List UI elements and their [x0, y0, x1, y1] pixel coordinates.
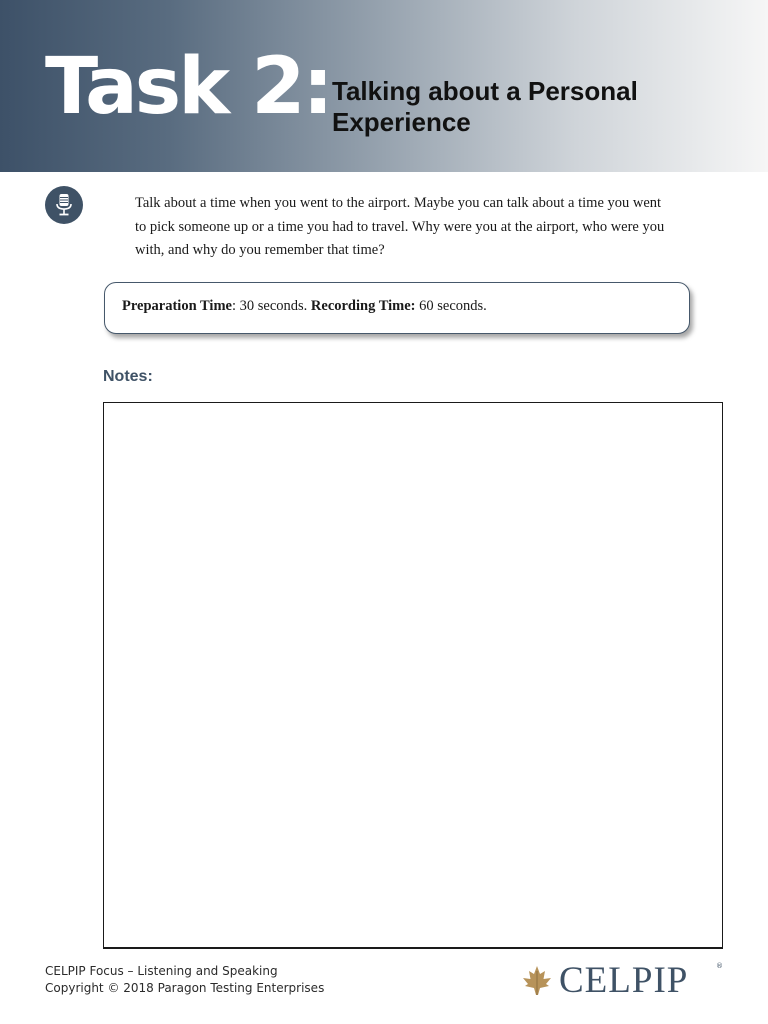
- footer: [45, 963, 324, 996]
- prep-time-value: : 30 seconds.: [231, 298, 311, 314]
- footer-copyright: Copyright © 2018 Paragon Testing Enterprises: [45, 980, 325, 995]
- celpip-logo: [519, 960, 729, 1002]
- notes-label: Notes:: [103, 368, 153, 385]
- rec-time-label: Recording Time:: [310, 298, 416, 314]
- prep-time-label: Preparation Time: [122, 298, 232, 314]
- microphone-icon: [45, 186, 83, 224]
- task-title: Talking about a Personal Experience: [332, 76, 638, 137]
- footer-title: CELPIP Focus – Listening and Speaking: [45, 964, 278, 978]
- rec-time-value: 60 seconds.: [415, 298, 487, 314]
- registered-mark: ®: [716, 962, 723, 970]
- timing-text: [122, 298, 487, 315]
- maple-leaf-icon: [519, 963, 555, 999]
- task-prompt: Talk about a time when you went to the airport. Maybe you can talk about a time you went to pick someone up or a time you had to travel. Why were you at the airport, who were you with, and why do you remember that time?: [135, 195, 665, 258]
- logo-text: CELPIP: [559, 960, 689, 1001]
- notes-area[interactable]: [103, 402, 723, 949]
- timing-box: [104, 282, 690, 334]
- task-number: Task 2:: [45, 42, 331, 132]
- header-banner: [0, 0, 768, 172]
